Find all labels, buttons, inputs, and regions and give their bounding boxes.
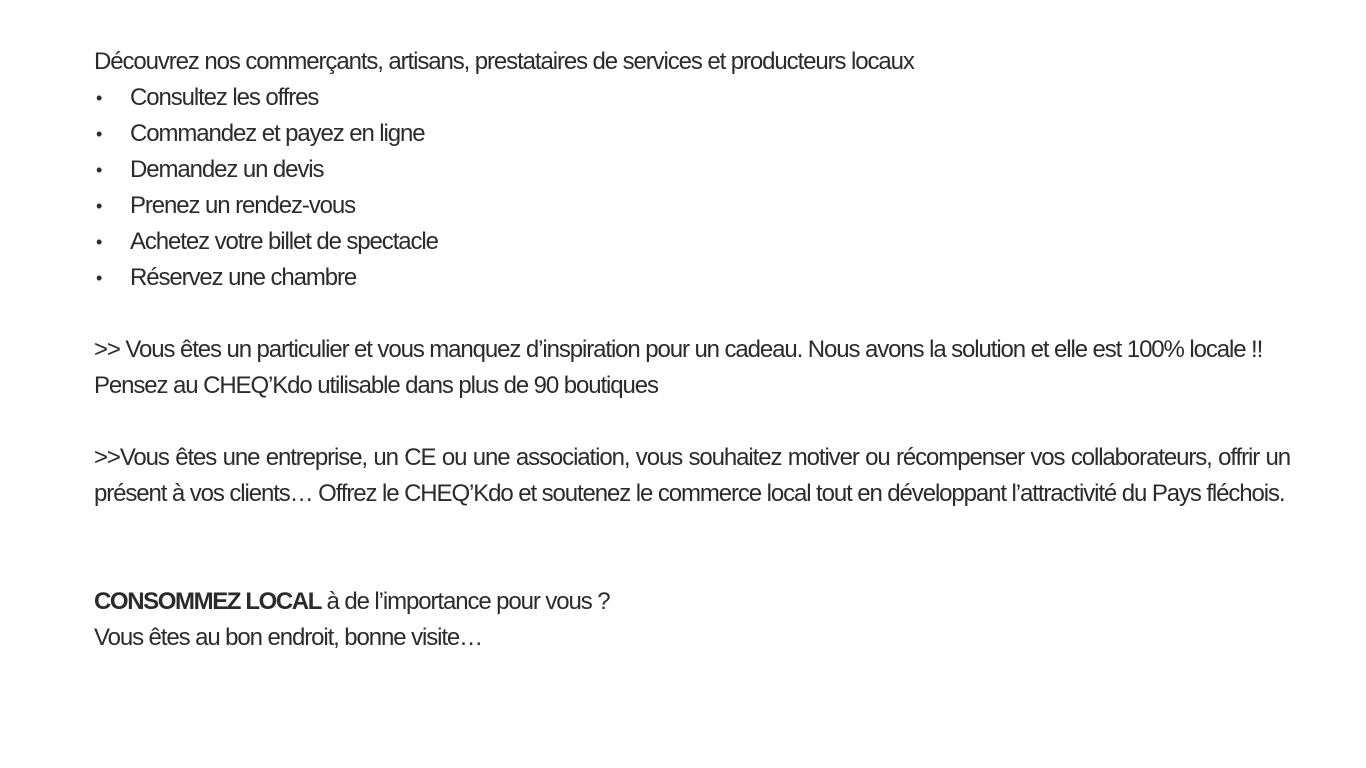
spacer	[94, 296, 1290, 332]
consommez-local-heading: CONSOMMEZ LOCAL	[94, 588, 321, 615]
list-item-label: Consultez les offres	[130, 84, 319, 111]
closing-question: à de l’importance pour vous ?	[320, 588, 610, 615]
services-list	[94, 80, 1290, 296]
bullet-icon: •	[96, 160, 103, 180]
bullet-icon: •	[96, 196, 103, 216]
particulier-line-2: Pensez au CHEQ’Kdo utilisable dans plus de 90 boutiques	[94, 372, 658, 399]
bullet-icon: •	[96, 232, 103, 252]
list-item	[94, 80, 1290, 116]
main-content	[94, 44, 1290, 656]
particulier-line-1: >> Vous êtes un particulier et vous manquez d’inspiration pour un cadeau. Nous avons la solution et elle est 100% locale !!	[94, 336, 1263, 363]
list-item-label: Demandez un devis	[130, 156, 324, 183]
bullet-icon: •	[96, 124, 103, 144]
list-item-label: Commandez et payez en ligne	[130, 120, 425, 147]
list-item	[94, 116, 1290, 152]
closing-line-1	[94, 584, 1290, 620]
spacer	[94, 404, 1290, 440]
list-item-label: Achetez votre billet de spectacle	[130, 228, 438, 255]
list-item	[94, 152, 1290, 188]
spacer	[94, 512, 1290, 584]
bullet-icon: •	[96, 268, 103, 288]
list-item-label: Réservez une chambre	[130, 264, 357, 291]
list-item	[94, 224, 1290, 260]
bullet-icon: •	[96, 88, 103, 108]
list-item	[94, 188, 1290, 224]
closing-line-2: Vous êtes au bon endroit, bonne visite…	[94, 624, 483, 651]
list-item	[94, 260, 1290, 296]
entreprise-paragraph: >>Vous êtes une entreprise, un CE ou une association, vous souhaitez motiver ou récompenser vos collaborateurs, offrir un présent à vos clients… Offrez le CHEQ’Kdo et soutenez le commerce local tout en développant l’attractivité du Pays fléchois.	[94, 444, 1290, 507]
intro-text: Découvrez nos commerçants, artisans, prestataires de services et producteurs locaux	[94, 48, 914, 75]
list-item-label: Prenez un rendez-vous	[130, 192, 356, 219]
